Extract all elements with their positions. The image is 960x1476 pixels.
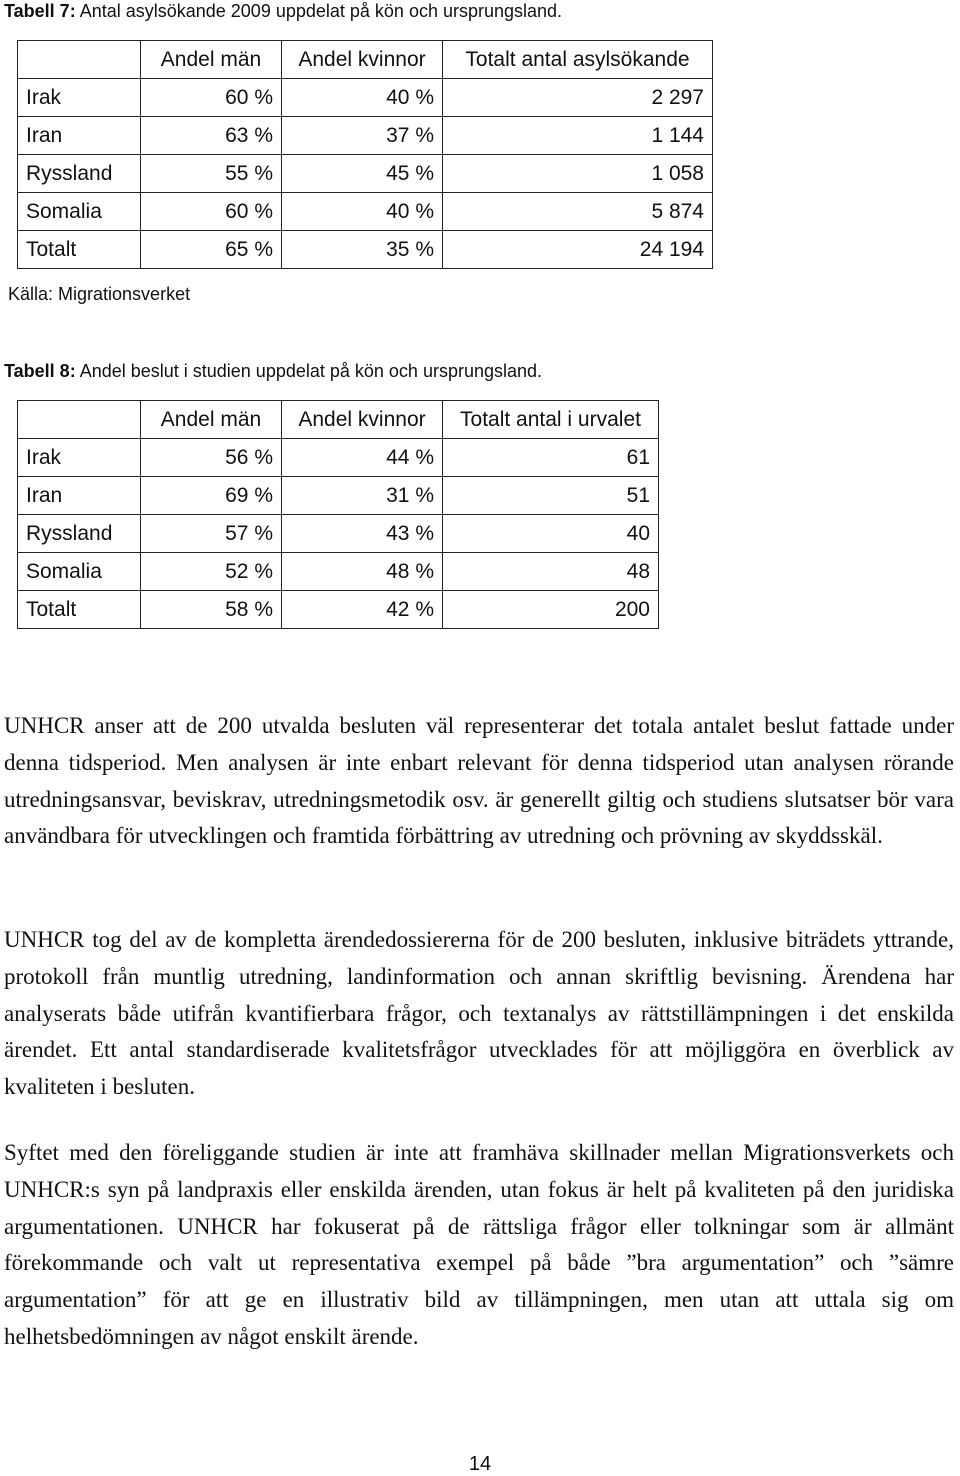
table7-header-cell: Andel kvinnor (282, 41, 443, 79)
table7-header-cell: Totalt antal asylsökande (443, 41, 713, 79)
body-paragraph: Syftet med den föreliggande studien är inte att framhäva skillnader mellan Migrationsverkets och UNHCR:s syn på landpraxis eller enskilda ärenden, utan fokus är helt på kvaliteten på den juridiska argumentationen. UNHCR har fokuserat på de rättsliga frågor eller tolkningar som är allmänt förekommande och valt ut representativa exempel på både ”bra argumentation” och ”sämre argumentation” för att ge en illustrativ bild av tillämpningen, men utan att uttala sig om helhetsbedömningen av något enskilt ärende. (4, 1140, 954, 1349)
table-row (18, 439, 659, 477)
table-row (18, 79, 713, 117)
table7 (17, 40, 713, 269)
table-cell: 5 874 (443, 193, 713, 231)
table-row (18, 155, 713, 193)
table8-header-cell: Andel kvinnor (282, 401, 443, 439)
table-row (18, 193, 713, 231)
table-cell: 24 194 (443, 231, 713, 269)
table-row (18, 117, 713, 155)
table-cell: 43 % (282, 515, 443, 553)
table-row (18, 231, 713, 269)
table-row (18, 515, 659, 553)
table-cell: 52 % (141, 553, 282, 591)
table-cell: 31 % (282, 477, 443, 515)
table-cell: 45 % (282, 155, 443, 193)
table-cell: 60 % (141, 193, 282, 231)
table-cell: 2 297 (443, 79, 713, 117)
table7-header-cell (18, 41, 141, 79)
table-row (18, 591, 659, 629)
table-cell: 40 % (282, 193, 443, 231)
table-cell: Iran (18, 117, 141, 155)
table-cell: Totalt (18, 591, 141, 629)
table-cell: 48 % (282, 553, 443, 591)
table-row (18, 553, 659, 591)
table8-header-cell: Andel män (141, 401, 282, 439)
table-cell: 65 % (141, 231, 282, 269)
table8-header-cell (18, 401, 141, 439)
table-cell: 69 % (141, 477, 282, 515)
table-cell: Somalia (18, 193, 141, 231)
table-cell: Irak (18, 79, 141, 117)
table7-caption (4, 0, 562, 22)
table8-caption-text: Andel beslut i studien uppdelat på kön och ursprungsland. (75, 361, 543, 381)
table7-caption-label: Tabell 7: (4, 1, 76, 21)
table7-caption-text: Antal asylsökande 2009 uppdelat på kön och ursprungsland. (75, 1, 563, 21)
table-cell: 57 % (141, 515, 282, 553)
table8-header-cell: Totalt antal i urvalet (443, 401, 659, 439)
table-cell: 37 % (282, 117, 443, 155)
table-cell: 1 144 (443, 117, 713, 155)
table-cell: 56 % (141, 439, 282, 477)
table-cell: 63 % (141, 117, 282, 155)
table-cell: Irak (18, 439, 141, 477)
table-cell: 58 % (141, 591, 282, 629)
table8 (17, 400, 659, 629)
table-cell: 40 % (282, 79, 443, 117)
table7-header-cell: Andel män (141, 41, 282, 79)
table-cell: 61 (443, 439, 659, 477)
table-cell: 60 % (141, 79, 282, 117)
table7-source: Källa: Migrationsverket (8, 284, 191, 304)
table-row (18, 477, 659, 515)
table-cell: 35 % (282, 231, 443, 269)
table-cell: Totalt (18, 231, 141, 269)
body-paragraph: UNHCR anser att de 200 utvalda besluten väl representerar det totala antalet beslut fattade under denna tidsperiod. Men analysen är inte enbart relevant för denna tidsperiod utan analysen rörande utredningsansvar, beviskrav, utredningsmetodik osv. är generellt giltig och studiens slutsatser bör vara användbara för utvecklingen och framtida förbättring av utredning och prövning av skyddsskäl. (4, 713, 954, 849)
table-cell: 51 (443, 477, 659, 515)
table8-caption-label: Tabell 8: (4, 361, 76, 381)
table8-header-row (18, 401, 659, 439)
body-paragraph: UNHCR tog del av de kompletta ärendedossiererna för de 200 besluten, inklusive biträdets yttrande, protokoll från muntlig utredning, landinformation och annan skriftlig bevisning. Ärendena har analyserats både utifrån kvantifierbara frågor, och textanalys av rättstillämpningen i det enskilda ärendet. Ett antal standardiserade kvalitetsfrågor utvecklades för att möjliggöra en överblick av kvaliteten i besluten. (4, 927, 954, 1100)
page-number: 14 (468, 1453, 492, 1475)
table-cell: Ryssland (18, 155, 141, 193)
table-cell: 40 (443, 515, 659, 553)
table-cell: Ryssland (18, 515, 141, 553)
table7-header-row (18, 41, 713, 79)
table-cell: 48 (443, 553, 659, 591)
table8-caption (4, 360, 542, 382)
table-cell: 200 (443, 591, 659, 629)
table-cell: 42 % (282, 591, 443, 629)
table-cell: Iran (18, 477, 141, 515)
table-cell: 1 058 (443, 155, 713, 193)
table-cell: Somalia (18, 553, 141, 591)
table-cell: 55 % (141, 155, 282, 193)
table-cell: 44 % (282, 439, 443, 477)
